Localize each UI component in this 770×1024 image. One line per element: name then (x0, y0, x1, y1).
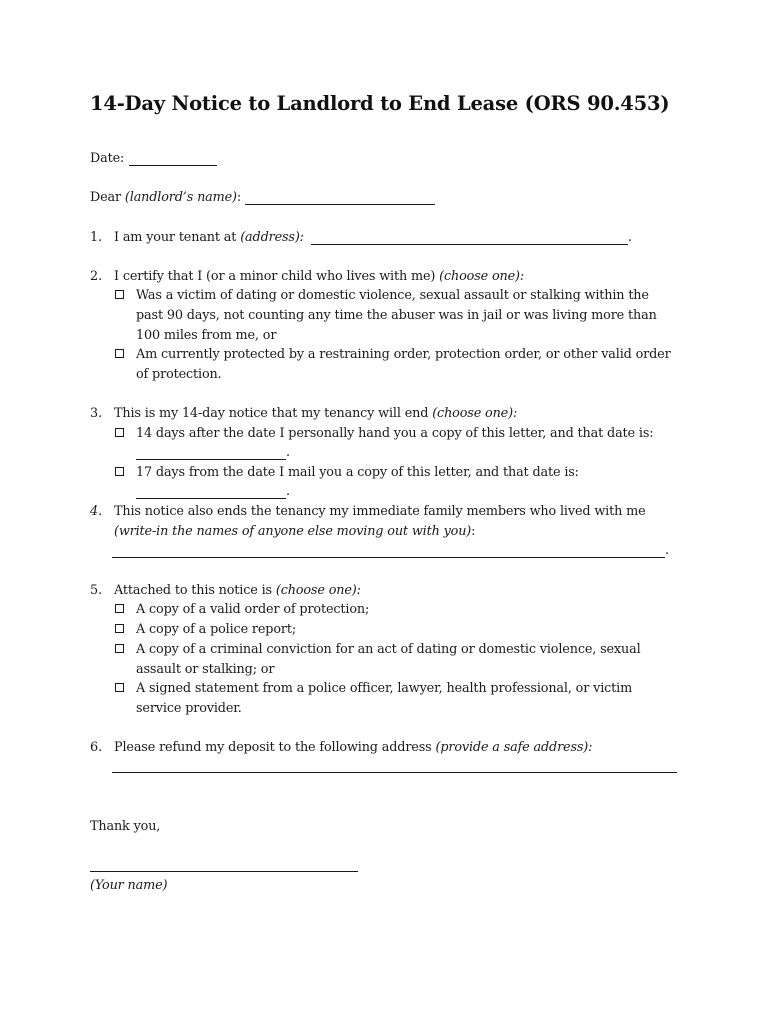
checkbox-signed-statement[interactable] (115, 683, 124, 692)
item-number: 1. (90, 230, 103, 245)
checkbox-conviction[interactable] (115, 644, 124, 653)
option-line: 17 days from the date I mail you a copy of this letter, and that date is: (136, 465, 579, 480)
item-4-hint-line (114, 522, 475, 542)
option-line: 14 days after the date I personally hand you a copy of this letter, and that date is: (136, 426, 654, 441)
item-number: 2. (90, 269, 103, 284)
signature-field[interactable] (90, 871, 358, 872)
checkbox-police-report[interactable] (115, 624, 124, 633)
option-line: assault or stalking; or (136, 662, 275, 677)
option-line: A signed statement from a police officer, lawyer, health professional, or victim (136, 681, 633, 696)
item-5-text (114, 581, 361, 601)
item-2-hint: (choose one): (439, 269, 525, 284)
item-6-label: Please refund my deposit to the following address (114, 740, 432, 755)
dear-line (90, 188, 241, 208)
option-line: A copy of a criminal conviction for an act of dating or domestic violence, sexual (136, 642, 641, 657)
landlord-name-field[interactable] (245, 204, 435, 205)
checkbox-14-days[interactable] (115, 428, 124, 437)
item-number: 4. (90, 504, 103, 519)
period: . (628, 230, 633, 245)
item-3-hint: (choose one): (432, 406, 518, 421)
address-field[interactable] (311, 244, 628, 245)
item-4-colon: : (471, 524, 476, 539)
option-line: of protection. (136, 367, 222, 382)
your-name-label: (Your name) (90, 878, 168, 893)
option-line: A copy of a valid order of protection; (136, 602, 370, 617)
item-2-text (114, 267, 524, 287)
period: . (286, 484, 291, 499)
refund-address-field[interactable] (112, 772, 677, 773)
checkbox-17-days[interactable] (115, 467, 124, 476)
item-1-hint: (address): (240, 230, 304, 245)
option-line: A copy of a police report; (136, 622, 297, 637)
item-1-label: I am your tenant at (114, 230, 237, 245)
period: . (665, 543, 670, 558)
period: . (286, 445, 291, 460)
mail-date-field[interactable] (136, 498, 286, 499)
family-members-field[interactable] (112, 557, 665, 558)
item-number: 5. (90, 583, 103, 598)
option-line: Am currently protected by a restraining order, protection order, or other valid order (136, 347, 671, 362)
item-number: 3. (90, 406, 103, 421)
item-1-text (114, 228, 304, 248)
date-label: Date: (90, 151, 125, 166)
dear-colon: : (236, 190, 242, 205)
item-5-label: Attached to this notice is (114, 583, 272, 598)
page-title: 14-Day Notice to Landlord to End Lease (ORS 90.453) (90, 92, 670, 115)
item-5-hint: (choose one): (275, 583, 361, 598)
dear-label: Dear (90, 190, 121, 205)
option-line: service provider. (136, 701, 242, 716)
item-4-hint: (write-in the names of anyone else moving out with you) (114, 524, 472, 539)
checkbox-protected[interactable] (115, 349, 124, 358)
item-2-label: I certify that I (or a minor child who lives with me) (114, 269, 436, 284)
date-field[interactable] (129, 165, 217, 166)
option-line: past 90 days, not counting any time the abuser was in jail or was living more than (136, 308, 657, 323)
checkbox-order-protection[interactable] (115, 604, 124, 613)
item-6-hint: (provide a safe address): (435, 740, 593, 755)
item-3-label: This is my 14-day notice that my tenancy will end (114, 406, 429, 421)
item-4-label: This notice also ends the tenancy my immediate family members who lived with me (114, 504, 646, 519)
item-3-text (114, 404, 517, 424)
option-line: Was a victim of dating or domestic violence, sexual assault or stalking within the (136, 288, 649, 303)
dear-hint: (landlord’s name) (124, 190, 237, 205)
hand-date-field[interactable] (136, 459, 286, 460)
item-number: 6. (90, 740, 103, 755)
option-line: 100 miles from me, or (136, 328, 277, 343)
checkbox-victim[interactable] (115, 290, 124, 299)
closing-text: Thank you, (90, 819, 161, 834)
item-6-text (114, 738, 592, 758)
